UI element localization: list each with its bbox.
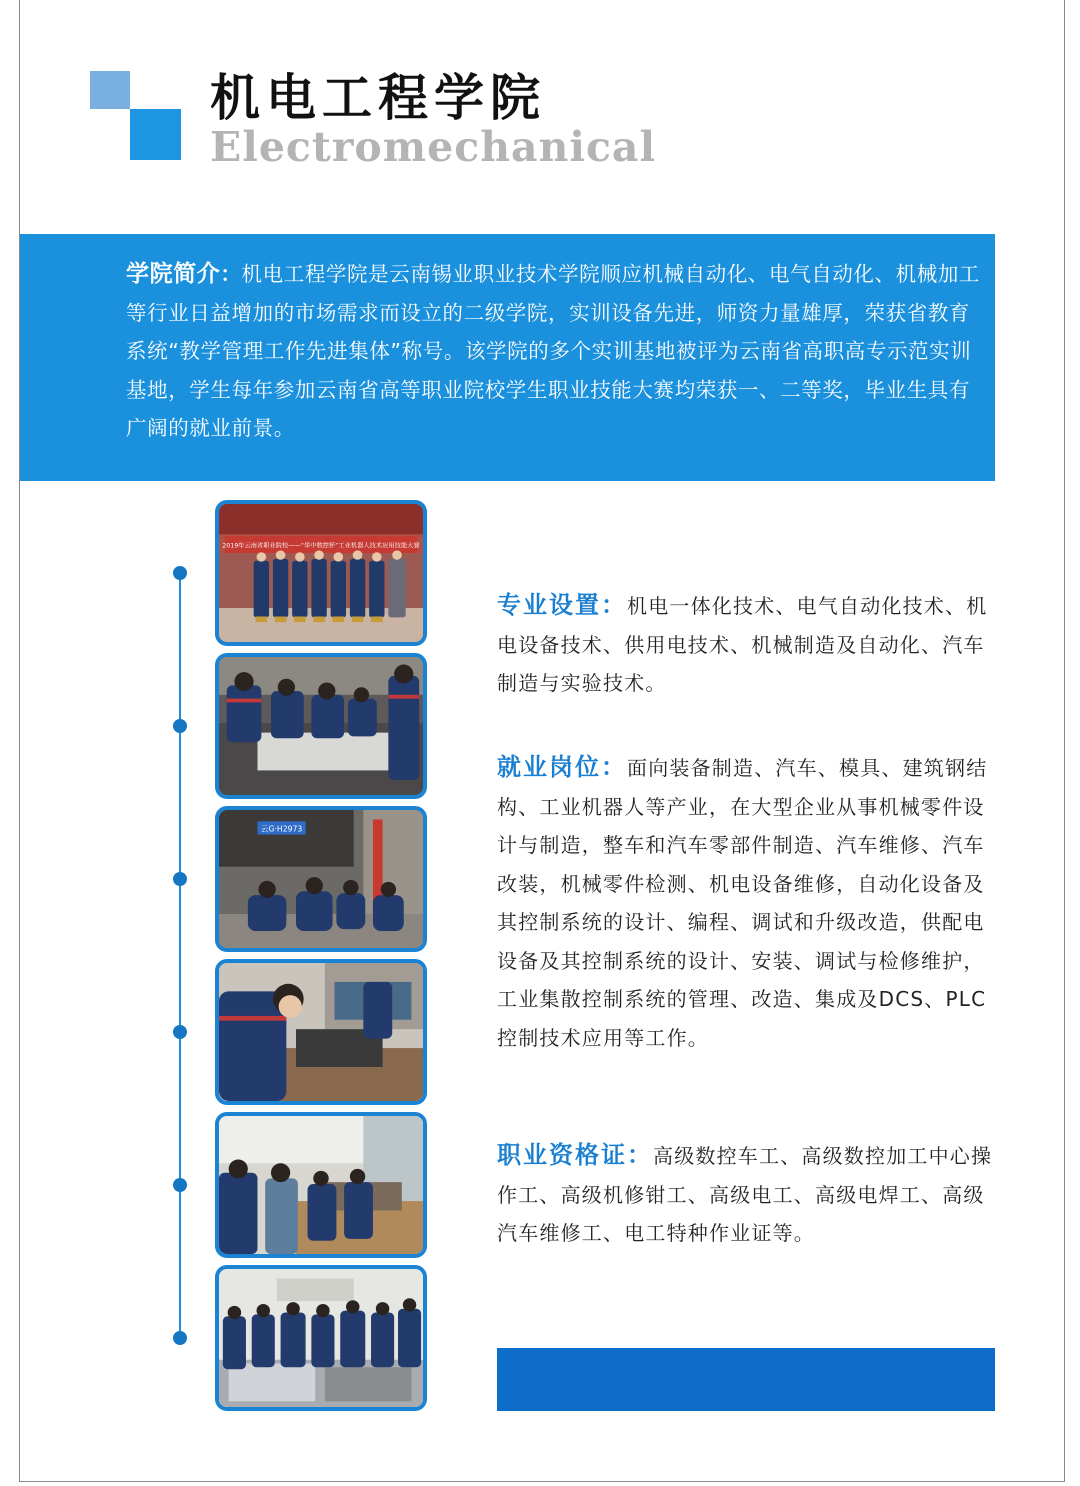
photo-competition-group [215,500,427,646]
timeline-dot [173,719,187,733]
section-majors [497,586,997,703]
section-jobs-separator: ： [601,753,627,781]
timeline-dot [173,1331,187,1345]
intro-paragraph [126,255,980,448]
timeline-line [179,573,181,1339]
timeline-dot [173,1025,187,1039]
photo-auto-repair [215,806,427,952]
timeline-dot [173,872,187,886]
photo-lathe-workshop [215,1112,427,1258]
page-border [19,0,1065,1482]
timeline-dot [173,1178,187,1192]
intro-label-separator: ： [220,262,242,286]
section-majors-text: 机电一体化技术、电气自动化技术、机电设备技术、供用电技术、机械制造及自动化、汽车制造与实验技术。 [497,594,988,695]
photo-banner-text: 2019年云南省职业院校——“华中数控杯”工业机器人技术应用技能大赛 [222,542,420,550]
section-majors-label: 专业设置 [497,591,601,619]
photo-automation-lab [215,1265,427,1411]
logo-square-dark [130,109,181,160]
bottom-bar [497,1348,995,1411]
intro-text: 机电工程学院是云南锡业职业技术学院顺应机械自动化、电气自动化、机械加工等行业日益增加的市场需求而设立的二级学院，实训设备先进，师资力量雄厚，荣获省教育系统“教学管理工作先进集体”称号。该学院的多个实训基地被评为云南省高职高专示范实训基地，学生每年参加云南省高等职业院校学生职业技能大赛均荣获一、二等奖，毕业生具有广阔的就业前景。 [126,262,981,440]
photo-plate-text: 云G·H2973 [260,824,303,834]
section-jobs-text: 面向装备制造、汽车、模具、建筑钢结构、工业机器人等产业，在大型企业从事机械零件设计与制造，整车和汽车零部件制造、汽车维修、汽车改装，机械零件检测、机电设备维修，自动化设备及其控制系统的设计、编程、调试和升级改造，供配电设备及其控制系统的设计、安装、调试与检修维护，工业集散控制系统的管理、改造、集成及DCS、PLC控制技术应用等工作。 [497,756,988,1050]
section-jobs [497,748,997,1057]
section-certificates [497,1136,997,1253]
photo-electrical-training [215,959,427,1105]
section-certificates-text: 高级数控车工、高级数控加工中心操作工、高级机修钳工、高级电工、高级电焊工、高级汽车维修工、电工特种作业证等。 [497,1144,993,1245]
page-title: 机电工程学院 [210,69,546,127]
intro-label: 学院简介 [126,261,221,287]
photo-students-table [215,653,427,799]
logo-square-light [90,71,130,109]
section-certificates-label: 职业资格证 [497,1141,627,1169]
section-majors-separator: ： [601,591,627,619]
timeline-dot [173,566,187,580]
section-jobs-label: 就业岗位 [497,753,601,781]
section-certificates-separator: ： [627,1141,653,1169]
page-subtitle: Electromechanical [210,123,657,171]
